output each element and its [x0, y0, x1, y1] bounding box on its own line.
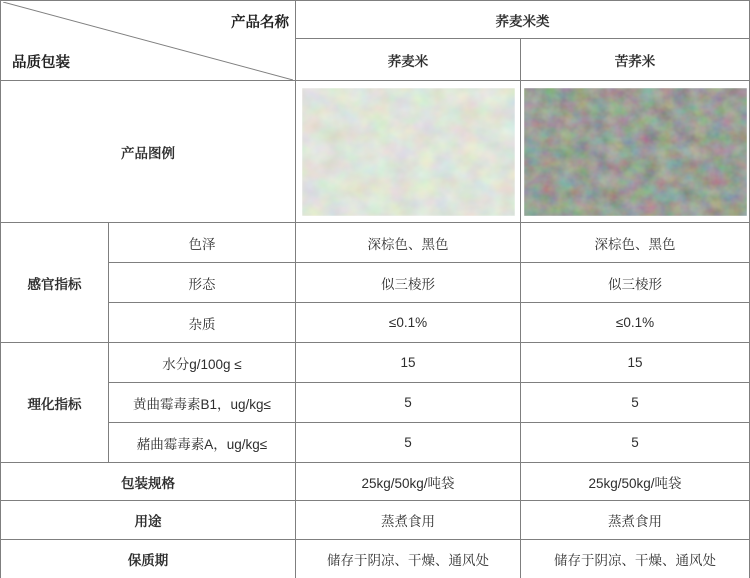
spec-name-impurity: 杂质	[109, 303, 296, 343]
spec-name-aflatoxin-b1: 黄曲霉毒素B1，ug/kg≤	[109, 383, 296, 423]
corner-cell	[1, 1, 296, 81]
spec-value-aflatoxin-buckwheat: 5	[296, 383, 521, 423]
group-label-sensory: 感官指标	[1, 223, 109, 343]
spec-value-ochratoxin-buckwheat: 5	[296, 423, 521, 463]
spec-value-shape-buckwheat: 似三棱形	[296, 263, 521, 303]
row-label-shelf-life: 保质期	[1, 540, 296, 578]
quality-packaging-axis-label: 品质包装	[12, 54, 70, 71]
shelf-life-value-tartary: 储存于阴凉、干燥、通风处	[521, 540, 750, 578]
spec-value-impurity-buckwheat: ≤0.1%	[296, 303, 521, 343]
category-header-cell: 荞麦米类	[296, 1, 750, 39]
packaging-value-buckwheat: 25kg/50kg/吨袋	[296, 463, 521, 501]
spec-value-shape-tartary: 似三棱形	[521, 263, 750, 303]
spec-value-moisture-buckwheat: 15	[296, 343, 521, 383]
spec-value-aflatoxin-tartary: 5	[521, 383, 750, 423]
tartary-buckwheat-rice-photo	[524, 88, 747, 216]
packaging-value-tartary: 25kg/50kg/吨袋	[521, 463, 750, 501]
product-column-header-tartary: 苦荞米	[521, 39, 750, 81]
photo-cell-buckwheat	[296, 81, 521, 223]
group-label-physicochemical: 理化指标	[1, 343, 109, 463]
photo-row-label: 产品图例	[1, 81, 296, 223]
shelf-life-value-buckwheat: 储存于阴凉、干燥、通风处	[296, 540, 521, 578]
photo-cell-tartary	[521, 81, 750, 223]
spec-value-color-buckwheat: 深棕色、黑色	[296, 223, 521, 263]
row-label-packaging-spec: 包装规格	[1, 463, 296, 501]
spec-value-ochratoxin-tartary: 5	[521, 423, 750, 463]
usage-value-buckwheat: 蒸煮食用	[296, 501, 521, 540]
row-label-usage: 用途	[1, 501, 296, 540]
buckwheat-rice-photo	[302, 88, 515, 216]
spec-name-moisture: 水分g/100g ≤	[109, 343, 296, 383]
spec-value-impurity-tartary: ≤0.1%	[521, 303, 750, 343]
product-column-header-buckwheat: 荞麦米	[296, 39, 521, 81]
product-name-axis-label: 产品名称	[231, 14, 289, 31]
spec-name-color: 色泽	[109, 223, 296, 263]
spec-name-ochratoxin-a: 赭曲霉毒素A，ug/kg≤	[109, 423, 296, 463]
spec-value-moisture-tartary: 15	[521, 343, 750, 383]
spec-value-color-tartary: 深棕色、黑色	[521, 223, 750, 263]
usage-value-tartary: 蒸煮食用	[521, 501, 750, 540]
spec-name-shape: 形态	[109, 263, 296, 303]
